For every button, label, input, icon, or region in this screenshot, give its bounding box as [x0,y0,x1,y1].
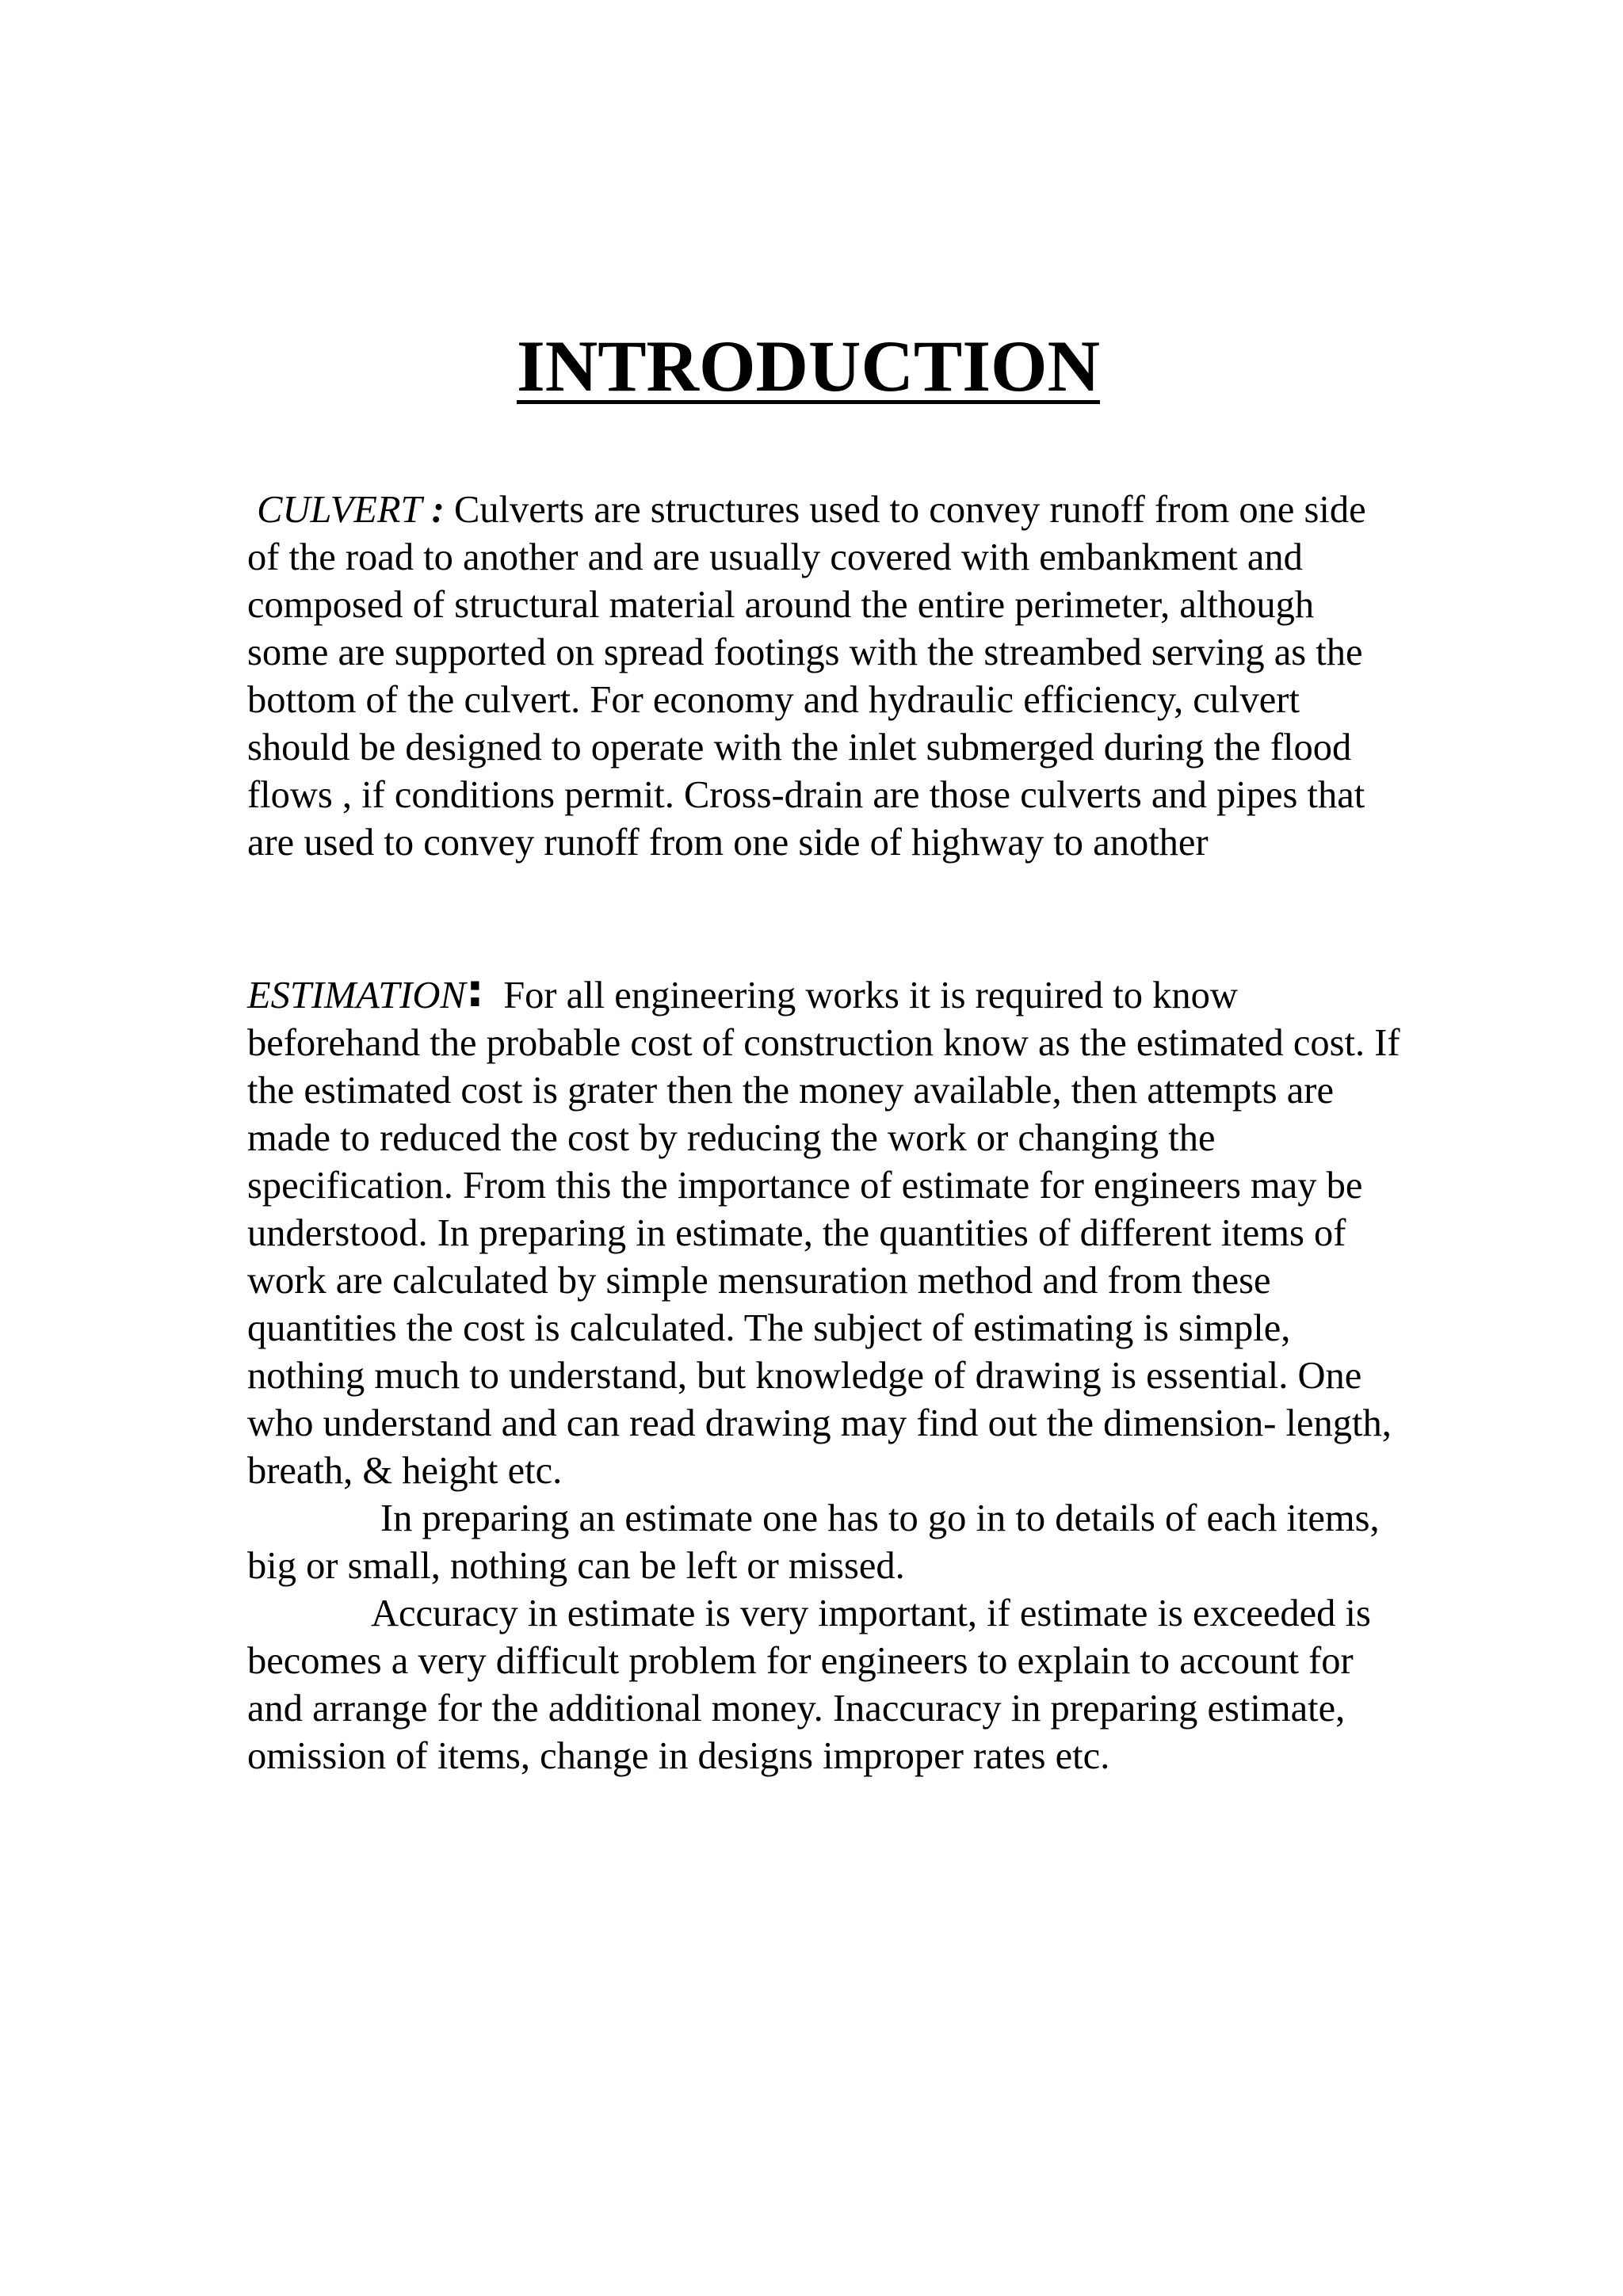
estimation-paragraph-3: Accuracy in estimate is very important, if estimate is exceeded is becomes a very difficult problem for engineers to explain to account for and arrange for the additional money. Inaccuracy in preparing estimate, omission of items, change in designs improper rates etc. [247,1592,1371,1777]
culvert-paragraph [247,486,1404,867]
culvert-term: CULVERT [257,489,422,531]
estimation-colon: : [465,963,484,1017]
estimation-term: ESTIMATION [247,974,466,1016]
estimation-paragraph [247,963,1404,1495]
culvert-colon: : [431,489,445,531]
estimation-text: For all engineering works it is required to know beforehand the probable cost of construction know as the estimated cost. If the estimated cost is grater then the money available, then attempts are made to reduced the cost by reducing the work or changing the specification. From this the importance of estimate for engineers may be understood. In preparing in estimate, the quantities of different items of work are calculated by simple mensuration method and from these quantities the cost is calculated. The subject of estimating is simple, nothing much to understand, but knowledge of drawing is essential. One who understand and can read drawing may find out the dimension- length, breath, & height etc. [247,974,1400,1492]
culvert-text: Culverts are structures used to convey runoff from one side of the road to another and are usually covered with embankment and composed of structural material around the entire perimeter, although some are supported on spread footings with the streambed serving as the bottom of the culvert. For economy and hydraulic efficiency, culvert should be designed to operate with the inlet submerged during the flood flows , if conditions permit. Cross-drain are those culverts and pipes that are used to convey runoff from one side of highway to another [247,489,1366,864]
culvert-section [247,486,1404,867]
estimation-paragraph-2: In preparing an estimate one has to go in to details of each items, big or small, nothing can be left or missed. [247,1497,1380,1587]
estimation-section [247,963,1404,1780]
page-title: INTRODUCTION [516,326,1101,406]
